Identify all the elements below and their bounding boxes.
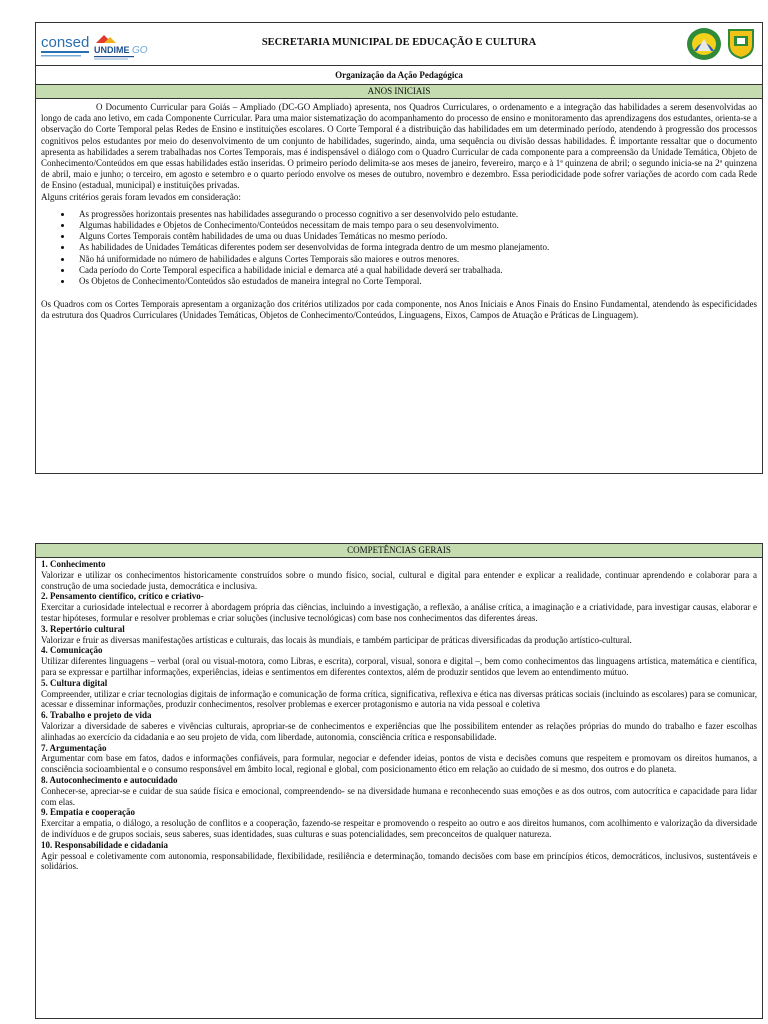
competency-heading: 10. Responsabilidade e cidadania [41, 839, 169, 850]
competency-heading: 4. Comunicação [41, 645, 103, 656]
competency-text: Valorizar e utilizar os conhecimentos historicamente construídos sobre o mundo físico, social, cultural e digital para entender e explicar a realidade, continuar aprendendo e colaborar para a construção de uma sociedade justa, democrática e inclusiva. [41, 569, 757, 591]
competency-text: Exercitar a curiosidade intelectual e recorrer à abordagem própria das ciências, incluindo a investigação, a reflexão, a análise crítica, a imaginação e a criatividade, para investigar causas, elaborar e testar hipóteses, formular e resolver problemas e criar soluções (inclusive tecnológicas) com base nos conhecimentos das diferentes áreas. [41, 602, 757, 623]
undime-logo-suffix: GO [132, 45, 148, 56]
criteria-list [41, 209, 757, 287]
competency-text: Argumentar com base em fatos, dados e informações confiáveis, para formular, negociar e defender ideias, pontos de vista e decisões comuns que respeitem e promovam os direitos humanos, a consciência socioambiental e o consumo responsável em âmbito local, regional e global, com posicionamento ético em relação ao cuidado de si mesmo, dos outros e do planeta. [41, 753, 757, 775]
city-coat-of-arms-icon [726, 27, 756, 59]
list-item: • As habilidades de Unidades Temáticas diferentes podem ser desenvolvidas de forma integrada dentro de um mesmo planejamento. [73, 242, 757, 253]
consed-logo-text: consed [41, 34, 90, 51]
list-item: • Os Objetos de Conhecimento/Conteúdos são estudados de maneira integral no Corte Temporal. [73, 276, 757, 287]
competency-text: Agir pessoal e coletivamente com autonomia, responsabilidade, flexibilidade, resiliência e determinação, tomando decisões com base em princípios éticos, democráticos, inclusivos, sustentáveis e solidários. [41, 850, 757, 872]
list-item: • Alguns Cortes Temporais contêm habilidades de uma ou duas Unidades Temáticas no mesmo período. [73, 231, 757, 242]
competencias-gerais-section [35, 543, 763, 1019]
competency-heading: 8. Autoconhecimento e autocuidado [41, 774, 178, 785]
anos-iniciais-content [36, 99, 762, 322]
anos-iniciais-section [35, 22, 763, 474]
competency-text: Exercitar a empatia, o diálogo, a resolução de conflitos e a cooperação, fazendo-se respeitar e promovendo o respeito ao outro e aos direitos humanos, com acolhimento e valorização da diversidade de indivíduos e de grupos sociais, seus saberes, suas identidades, suas culturas e suas potencialidades, sem preconceitos de qualquer natureza. [41, 818, 757, 839]
intro-paragraph: O Documento Curricular para Goiás – Ampliado (DC-GO Ampliado) apresenta, nos Quadros Curriculares, o ordenamento e a integração das habilidades a serem desenvolvidas ao longo de cada ano letivo, em cada Componente Curricular. Para uma maior sistematização do acompanhamento do processo de ensino e monitoramento das aprendizagens dos estudantes, orienta-se a observação do Corte Temporal pelas Redes de Ensino e instituições escolares. O Corte Temporal é a distribuição das habilidades em um determinado período, atendendo à progressão dos processos cognitivos pelos estudantes por meio do desenvolvimento de um conjunto de habilidades, sugerindo, ainda, uma sequência ou divisão dessas habilidades. É importante ressaltar que o documento apresenta as habilidades a serem trabalhadas nos Cortes Temporais, mas é indispensável o diálogo com o Quadro Curricular de cada componente para a compreensão da Unidade Temática, Objeto de Conhecimento/Conteúdos em que essas habilidades estão inseridas. O primeiro período delimita-se aos meses de janeiro, fevereiro, março e à 1ª quinzena de abril; o segundo inicia-se na 2ª quinzena de abril, maio e junho; o terceiro, em agosto e setembro e o quarto período envolve os meses de outubro, novembro e dezembro. Essa periodicidade pode sofrer variações de acordo com cada Rede de Ensino (estadual, municipal) e instituições privadas. [41, 102, 758, 191]
competency-text: Compreender, utilizar e criar tecnologias digitais de informação e comunicação de forma crítica, significativa, reflexiva e ética nas diversas práticas sociais (incluindo as escolares) para se comunicar, acessar e disseminar informações, produzir conhecimentos, resolver problemas e exercer protagonismo e autoria na vida pessoal e coletiva [41, 688, 757, 710]
anos-iniciais-band: ANOS INICIAIS [36, 85, 762, 99]
page-title: SECRETARIA MUNICIPAL DE EDUCAÇÃO E CULTURA [261, 37, 537, 48]
competencias-list [36, 558, 762, 872]
undime-logo-text: UNDIME [94, 45, 130, 55]
competency-heading: 3. Repertório cultural [41, 623, 125, 634]
list-item: • Cada período do Corte Temporal especifica a habilidade inicial e demarca até a qual habilidade deverá ser trabalhada. [73, 265, 757, 276]
criteria-intro: Alguns critérios gerais foram levados em consideração: [41, 191, 241, 202]
competency-text: Valorizar a diversidade de saberes e vivências culturais, apropriar-se de conhecimentos e experiências que lhe possibilitem entender as relações próprias do mundo do trabalho e fazer escolhas alinhadas ao exercício da cidadania e ao seu projeto de vida, com liberdade, autonomia, consciência crítica e responsabilidade. [41, 720, 757, 742]
competency-text: Conhecer-se, apreciar-se e cuidar de sua saúde física e emocional, compreendendo- se na diversidade humana e reconhecendo suas emoções e as dos outros, com autocrítica e capacidade para lidar com elas. [41, 785, 757, 807]
competency-heading: 2. Pensamento científico, crítico e criativo- [41, 591, 204, 602]
competencias-band: COMPETÊNCIAS GERAIS [36, 544, 762, 558]
document-header [36, 23, 762, 66]
competency-text: Utilizar diferentes linguagens – verbal (oral ou visual-motora, como Libras, e escrita), corporal, visual, sonora e digital –, bem como conhecimentos das linguagens artística, matemática e científica, para se expressar e partilhar informações, experiências, ideias e sentimentos em diferentes contextos, além de produzir sentidos que levem ao entendimento mútuo. [41, 656, 757, 677]
competency-heading: 1. Conhecimento [41, 559, 106, 569]
list-item: • Não há uniformidade no número de habilidades e alguns Cortes Temporais são maiores e outros menores. [73, 254, 757, 265]
competency-heading: 9. Empatia e cooperação [41, 807, 135, 818]
competency-heading: 7. Argumentação [41, 742, 107, 753]
competency-heading: 5. Cultura digital [41, 677, 108, 688]
closing-paragraph: Os Quadros com os Cortes Temporais apresentam a organização dos critérios utilizados por cada componente, nos Anos Iniciais e Anos Finais do Ensino Fundamental, atendendo às especificidades da estrutura dos Quadros Curriculares (Unidades Temáticas, Objetos de Conhecimento/Conteúdos, Linguagens, Eixos, Campos de Atuação e Práticas de Linguagem). [41, 299, 757, 321]
organization-label: Organização da Ação Pedagógica [36, 66, 762, 85]
municipal-seal-icon [686, 27, 722, 61]
list-item: • As progressões horizontais presentes nas habilidades assegurando o processo cognitivo a ser desenvolvido pelo estudante. [73, 209, 757, 220]
list-item: • Algumas habilidades e Objetos de Conhecimento/Conteúdos necessitam de mais tempo para o seu desenvolvimento. [73, 220, 757, 231]
competency-heading: 6. Trabalho e projeto de vida [41, 710, 152, 721]
competency-text: Valorizar e fruir as diversas manifestações artísticas e culturais, das locais às mundiais, e também participar de práticas diversificadas da produção artístico-cultural. [41, 634, 632, 645]
